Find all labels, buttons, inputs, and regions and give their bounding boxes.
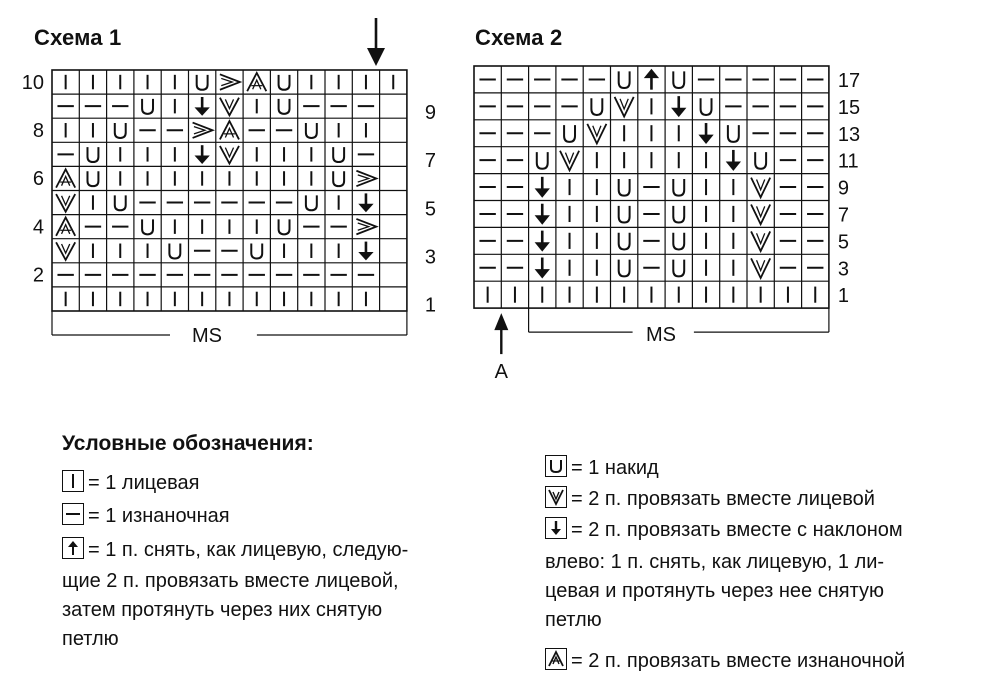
row-number-right: 15 bbox=[837, 96, 861, 119]
arrow-down-icon bbox=[367, 48, 385, 66]
legend-text-yarn-over: = 1 накид bbox=[571, 457, 659, 479]
legend-text-cdd-rest bbox=[62, 567, 482, 654]
row-number-right: 13 bbox=[837, 123, 861, 146]
legend-text-cdd-3: затем протянуть через них снятую bbox=[62, 599, 383, 621]
legend-text-ssk-rest bbox=[545, 548, 965, 635]
legend-text-cdd-2: щие 2 п. провязать вместе лицевой, bbox=[62, 570, 399, 592]
legend-item-p2tog bbox=[545, 648, 905, 674]
knit-symbol-icon bbox=[62, 470, 84, 492]
legend-text-cdd-1: = 1 п. снять, как лицевую, следую- bbox=[88, 539, 409, 561]
legend-item-cdd bbox=[62, 537, 408, 563]
legend-item-ssk bbox=[545, 517, 903, 543]
row-number-right: 3 bbox=[837, 258, 850, 281]
row-number-left: 8 bbox=[32, 119, 44, 142]
row-number-left: 10 bbox=[21, 71, 44, 94]
purl-symbol-icon bbox=[62, 503, 84, 525]
legend-text-k2tog: = 2 п. провязать вместе лицевой bbox=[571, 488, 875, 510]
row-number-right: 9 bbox=[837, 177, 850, 200]
ssk-icon bbox=[545, 517, 567, 539]
legend-text-ssk-3: цевая и протянуть через нее снятую bbox=[545, 580, 884, 602]
row-number-right: 3 bbox=[424, 246, 437, 269]
legend-item-yarn-over bbox=[545, 455, 659, 481]
repeat-label: MS bbox=[192, 325, 222, 347]
repeat-label: MS bbox=[646, 324, 676, 347]
yarn-over-icon bbox=[545, 455, 567, 477]
legend-item-knit bbox=[62, 470, 199, 496]
legend-text-cdd-4: петлю bbox=[62, 628, 119, 650]
scheme-2-title: Схема 2 bbox=[475, 25, 563, 50]
legend-text-ssk-4: петлю bbox=[545, 609, 602, 631]
start-label: A bbox=[494, 361, 508, 384]
row-number-right: 11 bbox=[837, 150, 859, 173]
row-number-right: 1 bbox=[837, 285, 850, 308]
legend-title: Условные обозначения: bbox=[62, 432, 314, 455]
arrow-up-icon bbox=[494, 313, 508, 330]
k2tog-icon bbox=[545, 486, 567, 508]
legend-text-p2tog: = 2 п. провязать вместе изнаночной bbox=[571, 650, 906, 672]
row-number-right: 1 bbox=[424, 294, 437, 317]
legend-text-knit: = 1 лицевая bbox=[88, 472, 200, 494]
legend-item-k2tog bbox=[545, 486, 875, 512]
legend-text-purl: = 1 изнаночная bbox=[88, 505, 230, 527]
central-double-decrease-icon bbox=[62, 537, 84, 559]
row-number-left: 6 bbox=[32, 168, 44, 191]
row-number-right: 17 bbox=[837, 69, 861, 92]
legend-text-ssk-1: = 2 п. провязать вместе с наклоном bbox=[571, 519, 903, 541]
row-number-right: 7 bbox=[837, 204, 850, 227]
row-number-right: 7 bbox=[424, 150, 437, 173]
row-number-right: 9 bbox=[424, 101, 437, 124]
p2tog-icon bbox=[545, 648, 567, 670]
legend-text-ssk-2: влево: 1 п. снять, как лицевую, 1 ли- bbox=[545, 551, 885, 573]
row-number-right: 5 bbox=[837, 231, 850, 254]
row-number-left: 4 bbox=[32, 216, 44, 239]
row-number-left: 2 bbox=[32, 264, 44, 287]
legend-item-purl bbox=[62, 503, 230, 529]
row-number-right: 5 bbox=[424, 198, 437, 221]
scheme-1-title: Схема 1 bbox=[34, 25, 122, 50]
